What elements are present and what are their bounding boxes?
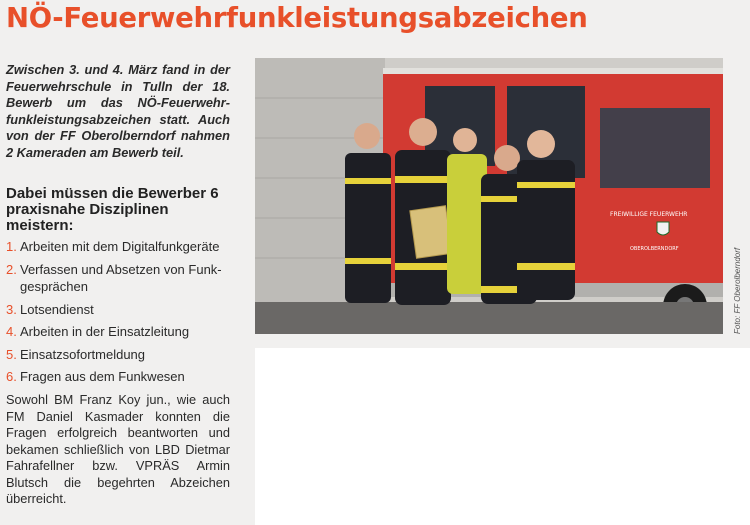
list-number: 3. (6, 301, 17, 317)
list-text: Arbeiten in der Einsatzleitung (20, 324, 190, 339)
list-item (6, 323, 244, 341)
list-text: Lotsendienst (20, 301, 94, 317)
list-number: 6. (6, 369, 17, 384)
disciplines-list (6, 238, 244, 391)
disciplines-heading: Dabei müssen die Bewerber 6 praxisnahe Disziplinen meistern: (6, 185, 219, 234)
list-text: Fragen aus dem Funkwesen (20, 369, 185, 384)
list-item (6, 346, 244, 364)
certificate (410, 206, 452, 259)
list-number: 5. (6, 346, 17, 362)
list-number: 4. (6, 324, 17, 339)
truck-location: OBEROLBERNDORF (630, 246, 679, 252)
list-item (6, 368, 244, 386)
list-number: 1. (6, 239, 17, 254)
list-text: Einsatzsofortmeldung (20, 346, 146, 362)
list-item (6, 238, 244, 256)
outro-paragraph: Sowohl BM Franz Koy jun., wie auch FM Daniel Kasmader konnten die Fragen erfolgreich beantworten und bekamen schließlich von LBD Dietmar Fahrafellner bzw. VPRÄS Armin Blutsch die begehrten Abzeichen überreicht. (6, 392, 230, 506)
photo-credit: Foto: FF Oberolberndorf (733, 247, 742, 334)
truck-lettering: FREIWILLIGE FEUERWEHR (610, 211, 688, 218)
list-number: 2. (6, 261, 17, 277)
list-item (6, 261, 244, 296)
group-photo (255, 58, 723, 334)
blank-panel (255, 348, 750, 525)
list-text: Verfassen und Absetzen von Funk-gesprächen (20, 261, 222, 294)
article-title: NÖ-Feuerwehrfunkleistungsabzeichen (6, 2, 588, 34)
photo-illustration (255, 58, 723, 334)
list-text: Arbeiten mit dem Digitalfunkgeräte (20, 239, 220, 254)
intro-paragraph: Zwischen 3. und 4. März fand in der Feuerwehrschule in Tulln der 18. Bewerb um das NÖ-Feuerwehr-funkleistungsabzeichen statt. Auch von der FF Oberolberndorf nahmen 2 Kameraden am Bewerb teil. (6, 62, 230, 160)
coat-of-arms-icon (657, 222, 669, 235)
list-item (6, 301, 244, 319)
